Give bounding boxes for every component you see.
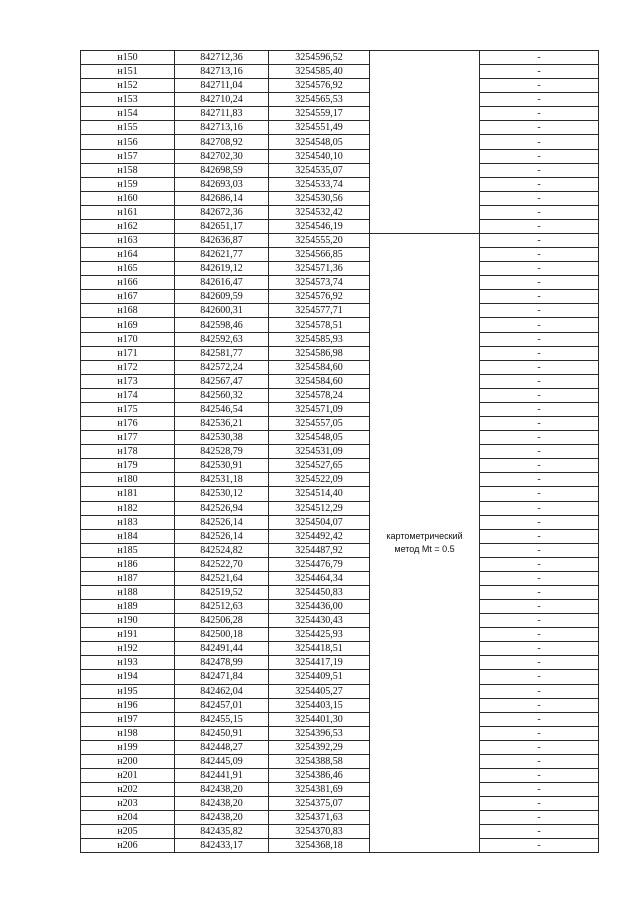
- table-row: [81, 656, 599, 670]
- extra-value-cell: -: [480, 107, 599, 121]
- table-row: [81, 262, 599, 276]
- x-coordinate-cell: 842698,59: [175, 163, 269, 177]
- x-coordinate-cell: 842592,63: [175, 332, 269, 346]
- point-number-cell: н192: [81, 642, 175, 656]
- point-number-cell: н168: [81, 304, 175, 318]
- x-coordinate-cell: 842546,54: [175, 402, 269, 416]
- y-coordinate-cell: 3254504,07: [269, 515, 370, 529]
- y-coordinate-cell: 3254436,00: [269, 600, 370, 614]
- y-coordinate-cell: 3254532,42: [269, 205, 370, 219]
- y-coordinate-cell: 3254425,93: [269, 628, 370, 642]
- extra-value-cell: -: [480, 529, 599, 543]
- y-coordinate-cell: 3254559,17: [269, 107, 370, 121]
- x-coordinate-cell: 842711,83: [175, 107, 269, 121]
- table-row: [81, 684, 599, 698]
- extra-value-cell: -: [480, 163, 599, 177]
- table-row: [81, 191, 599, 205]
- extra-value-cell: -: [480, 839, 599, 853]
- y-coordinate-cell: 3254573,74: [269, 276, 370, 290]
- y-coordinate-cell: 3254492,42: [269, 529, 370, 543]
- extra-value-cell: -: [480, 65, 599, 79]
- y-coordinate-cell: 3254487,92: [269, 543, 370, 557]
- y-coordinate-cell: 3254368,18: [269, 839, 370, 853]
- point-number-cell: н164: [81, 248, 175, 262]
- table-row: [81, 360, 599, 374]
- table-row: [81, 501, 599, 515]
- extra-value-cell: -: [480, 234, 599, 248]
- extra-value-cell: -: [480, 93, 599, 107]
- y-coordinate-cell: 3254405,27: [269, 684, 370, 698]
- table-row: [81, 205, 599, 219]
- extra-value-cell: -: [480, 543, 599, 557]
- coordinates-table-body: [81, 51, 599, 853]
- extra-value-cell: -: [480, 332, 599, 346]
- point-number-cell: н161: [81, 205, 175, 219]
- point-number-cell: н205: [81, 825, 175, 839]
- table-row: [81, 234, 599, 248]
- extra-value-cell: -: [480, 318, 599, 332]
- y-coordinate-cell: 3254585,40: [269, 65, 370, 79]
- x-coordinate-cell: 842462,04: [175, 684, 269, 698]
- x-coordinate-cell: 842441,91: [175, 768, 269, 782]
- y-coordinate-cell: 3254571,36: [269, 262, 370, 276]
- extra-value-cell: -: [480, 614, 599, 628]
- y-coordinate-cell: 3254409,51: [269, 670, 370, 684]
- x-coordinate-cell: 842478,99: [175, 656, 269, 670]
- x-coordinate-cell: 842600,31: [175, 304, 269, 318]
- point-number-cell: н183: [81, 515, 175, 529]
- x-coordinate-cell: 842711,04: [175, 79, 269, 93]
- point-number-cell: н184: [81, 529, 175, 543]
- y-coordinate-cell: 3254417,19: [269, 656, 370, 670]
- x-coordinate-cell: 842560,32: [175, 388, 269, 402]
- y-coordinate-cell: 3254396,53: [269, 726, 370, 740]
- point-number-cell: н163: [81, 234, 175, 248]
- x-coordinate-cell: 842567,47: [175, 374, 269, 388]
- y-coordinate-cell: 3254530,56: [269, 191, 370, 205]
- y-coordinate-cell: 3254527,65: [269, 459, 370, 473]
- table-row: [81, 388, 599, 402]
- point-number-cell: н181: [81, 487, 175, 501]
- point-number-cell: н172: [81, 360, 175, 374]
- y-coordinate-cell: 3254522,09: [269, 473, 370, 487]
- y-coordinate-cell: 3254585,93: [269, 332, 370, 346]
- point-number-cell: н195: [81, 684, 175, 698]
- table-row: [81, 135, 599, 149]
- point-number-cell: н200: [81, 754, 175, 768]
- x-coordinate-cell: 842530,38: [175, 431, 269, 445]
- y-coordinate-cell: 3254551,49: [269, 121, 370, 135]
- y-coordinate-cell: 3254578,24: [269, 388, 370, 402]
- point-number-cell: н151: [81, 65, 175, 79]
- point-number-cell: н166: [81, 276, 175, 290]
- method-label-line-1: картометрический: [386, 531, 463, 542]
- point-number-cell: н157: [81, 149, 175, 163]
- x-coordinate-cell: 842506,28: [175, 614, 269, 628]
- x-coordinate-cell: 842526,94: [175, 501, 269, 515]
- extra-value-cell: -: [480, 79, 599, 93]
- x-coordinate-cell: 842491,44: [175, 642, 269, 656]
- table-row: [81, 571, 599, 585]
- y-coordinate-cell: 3254548,05: [269, 135, 370, 149]
- y-coordinate-cell: 3254464,34: [269, 571, 370, 585]
- point-number-cell: н156: [81, 135, 175, 149]
- x-coordinate-cell: 842435,82: [175, 825, 269, 839]
- point-number-cell: н204: [81, 811, 175, 825]
- x-coordinate-cell: 842693,03: [175, 177, 269, 191]
- table-row: [81, 177, 599, 191]
- point-number-cell: н187: [81, 571, 175, 585]
- x-coordinate-cell: 842471,84: [175, 670, 269, 684]
- table-row: [81, 431, 599, 445]
- x-coordinate-cell: 842450,91: [175, 726, 269, 740]
- point-number-cell: н196: [81, 698, 175, 712]
- y-coordinate-cell: 3254512,29: [269, 501, 370, 515]
- y-coordinate-cell: 3254577,71: [269, 304, 370, 318]
- point-number-cell: н176: [81, 417, 175, 431]
- extra-value-cell: -: [480, 825, 599, 839]
- x-coordinate-cell: 842526,14: [175, 529, 269, 543]
- y-coordinate-cell: 3254576,92: [269, 290, 370, 304]
- point-number-cell: н188: [81, 585, 175, 599]
- x-coordinate-cell: 842438,20: [175, 811, 269, 825]
- table-row: [81, 374, 599, 388]
- table-row: [81, 93, 599, 107]
- point-number-cell: н189: [81, 600, 175, 614]
- y-coordinate-cell: 3254584,60: [269, 374, 370, 388]
- extra-value-cell: -: [480, 501, 599, 515]
- x-coordinate-cell: 842636,87: [175, 234, 269, 248]
- y-coordinate-cell: 3254584,60: [269, 360, 370, 374]
- table-row: [81, 304, 599, 318]
- table-row: [81, 740, 599, 754]
- table-row: [81, 290, 599, 304]
- extra-value-cell: -: [480, 487, 599, 501]
- x-coordinate-cell: 842445,09: [175, 754, 269, 768]
- table-row: [81, 825, 599, 839]
- x-coordinate-cell: 842710,24: [175, 93, 269, 107]
- table-row: [81, 346, 599, 360]
- y-coordinate-cell: 3254566,85: [269, 248, 370, 262]
- extra-value-cell: -: [480, 402, 599, 416]
- x-coordinate-cell: 842530,12: [175, 487, 269, 501]
- y-coordinate-cell: 3254403,15: [269, 698, 370, 712]
- x-coordinate-cell: 842702,30: [175, 149, 269, 163]
- extra-value-cell: -: [480, 811, 599, 825]
- extra-value-cell: -: [480, 135, 599, 149]
- table-row: [81, 726, 599, 740]
- point-number-cell: н177: [81, 431, 175, 445]
- x-coordinate-cell: 842712,36: [175, 51, 269, 65]
- y-coordinate-cell: 3254548,05: [269, 431, 370, 445]
- y-coordinate-cell: 3254540,10: [269, 149, 370, 163]
- extra-value-cell: -: [480, 698, 599, 712]
- point-number-cell: н152: [81, 79, 175, 93]
- extra-value-cell: -: [480, 571, 599, 585]
- extra-value-cell: -: [480, 642, 599, 656]
- point-number-cell: н182: [81, 501, 175, 515]
- y-coordinate-cell: 3254418,51: [269, 642, 370, 656]
- extra-value-cell: -: [480, 191, 599, 205]
- table-row: [81, 839, 599, 853]
- table-row: [81, 698, 599, 712]
- x-coordinate-cell: 842609,59: [175, 290, 269, 304]
- extra-value-cell: -: [480, 417, 599, 431]
- extra-value-cell: -: [480, 445, 599, 459]
- method-label-line-2: метод Mt = 0.5: [394, 544, 455, 555]
- point-number-cell: н206: [81, 839, 175, 853]
- x-coordinate-cell: 842708,92: [175, 135, 269, 149]
- extra-value-cell: -: [480, 768, 599, 782]
- x-coordinate-cell: 842500,18: [175, 628, 269, 642]
- table-row: [81, 811, 599, 825]
- point-number-cell: н190: [81, 614, 175, 628]
- table-row: [81, 529, 599, 543]
- table-row: [81, 712, 599, 726]
- table-row: [81, 402, 599, 416]
- table-row: [81, 332, 599, 346]
- y-coordinate-cell: 3254555,20: [269, 234, 370, 248]
- table-row: [81, 248, 599, 262]
- y-coordinate-cell: 3254586,98: [269, 346, 370, 360]
- extra-value-cell: -: [480, 262, 599, 276]
- x-coordinate-cell: 842598,46: [175, 318, 269, 332]
- table-row: [81, 600, 599, 614]
- table-row: [81, 445, 599, 459]
- x-coordinate-cell: 842651,17: [175, 219, 269, 233]
- point-number-cell: н154: [81, 107, 175, 121]
- point-number-cell: н198: [81, 726, 175, 740]
- extra-value-cell: -: [480, 149, 599, 163]
- y-coordinate-cell: 3254401,30: [269, 712, 370, 726]
- point-number-cell: н202: [81, 783, 175, 797]
- y-coordinate-cell: 3254531,09: [269, 445, 370, 459]
- coordinates-table: [80, 50, 599, 853]
- x-coordinate-cell: 842438,20: [175, 797, 269, 811]
- point-number-cell: н201: [81, 768, 175, 782]
- x-coordinate-cell: 842521,64: [175, 571, 269, 585]
- table-row: [81, 163, 599, 177]
- table-row: [81, 121, 599, 135]
- x-coordinate-cell: 842448,27: [175, 740, 269, 754]
- x-coordinate-cell: 842572,24: [175, 360, 269, 374]
- x-coordinate-cell: 842686,14: [175, 191, 269, 205]
- point-number-cell: н174: [81, 388, 175, 402]
- table-row: [81, 628, 599, 642]
- y-coordinate-cell: 3254576,92: [269, 79, 370, 93]
- extra-value-cell: -: [480, 276, 599, 290]
- table-row: [81, 670, 599, 684]
- table-row: [81, 614, 599, 628]
- y-coordinate-cell: 3254386,46: [269, 768, 370, 782]
- y-coordinate-cell: 3254578,51: [269, 318, 370, 332]
- x-coordinate-cell: 842713,16: [175, 65, 269, 79]
- y-coordinate-cell: 3254430,43: [269, 614, 370, 628]
- x-coordinate-cell: 842621,77: [175, 248, 269, 262]
- x-coordinate-cell: 842512,63: [175, 600, 269, 614]
- extra-value-cell: -: [480, 712, 599, 726]
- point-number-cell: н155: [81, 121, 175, 135]
- table-row: [81, 543, 599, 557]
- y-coordinate-cell: 3254565,53: [269, 93, 370, 107]
- point-number-cell: н169: [81, 318, 175, 332]
- extra-value-cell: -: [480, 205, 599, 219]
- extra-value-cell: -: [480, 797, 599, 811]
- point-number-cell: н159: [81, 177, 175, 191]
- x-coordinate-cell: 842581,77: [175, 346, 269, 360]
- extra-value-cell: -: [480, 346, 599, 360]
- extra-value-cell: -: [480, 177, 599, 191]
- method-cell: [370, 234, 480, 853]
- point-number-cell: н180: [81, 473, 175, 487]
- table-row: [81, 417, 599, 431]
- x-coordinate-cell: 842619,12: [175, 262, 269, 276]
- point-number-cell: н175: [81, 402, 175, 416]
- x-coordinate-cell: 842528,79: [175, 445, 269, 459]
- x-coordinate-cell: 842522,70: [175, 557, 269, 571]
- y-coordinate-cell: 3254571,09: [269, 402, 370, 416]
- extra-value-cell: -: [480, 670, 599, 684]
- table-row: [81, 65, 599, 79]
- y-coordinate-cell: 3254596,52: [269, 51, 370, 65]
- extra-value-cell: -: [480, 740, 599, 754]
- point-number-cell: н167: [81, 290, 175, 304]
- extra-value-cell: -: [480, 656, 599, 670]
- y-coordinate-cell: 3254381,69: [269, 783, 370, 797]
- table-row: [81, 797, 599, 811]
- table-row: [81, 557, 599, 571]
- extra-value-cell: -: [480, 473, 599, 487]
- extra-value-cell: -: [480, 219, 599, 233]
- table-row: [81, 754, 599, 768]
- extra-value-cell: -: [480, 600, 599, 614]
- extra-value-cell: -: [480, 585, 599, 599]
- table-row: [81, 768, 599, 782]
- x-coordinate-cell: 842526,14: [175, 515, 269, 529]
- point-number-cell: н158: [81, 163, 175, 177]
- point-number-cell: н153: [81, 93, 175, 107]
- y-coordinate-cell: 3254557,05: [269, 417, 370, 431]
- table-row: [81, 219, 599, 233]
- extra-value-cell: -: [480, 388, 599, 402]
- point-number-cell: н162: [81, 219, 175, 233]
- y-coordinate-cell: 3254450,83: [269, 585, 370, 599]
- table-row: [81, 473, 599, 487]
- table-row: [81, 79, 599, 93]
- point-number-cell: н193: [81, 656, 175, 670]
- extra-value-cell: -: [480, 783, 599, 797]
- extra-value-cell: -: [480, 459, 599, 473]
- y-coordinate-cell: 3254546,19: [269, 219, 370, 233]
- table-row: [81, 51, 599, 65]
- table-row: [81, 318, 599, 332]
- extra-value-cell: -: [480, 684, 599, 698]
- extra-value-cell: -: [480, 290, 599, 304]
- x-coordinate-cell: 842457,01: [175, 698, 269, 712]
- point-number-cell: н178: [81, 445, 175, 459]
- table-row: [81, 107, 599, 121]
- extra-value-cell: -: [480, 360, 599, 374]
- point-number-cell: н173: [81, 374, 175, 388]
- x-coordinate-cell: 842438,20: [175, 783, 269, 797]
- y-coordinate-cell: 3254375,07: [269, 797, 370, 811]
- y-coordinate-cell: 3254476,79: [269, 557, 370, 571]
- x-coordinate-cell: 842616,47: [175, 276, 269, 290]
- x-coordinate-cell: 842519,52: [175, 585, 269, 599]
- extra-value-cell: -: [480, 557, 599, 571]
- extra-value-cell: -: [480, 374, 599, 388]
- table-row: [81, 585, 599, 599]
- y-coordinate-cell: 3254514,40: [269, 487, 370, 501]
- extra-value-cell: -: [480, 51, 599, 65]
- point-number-cell: н194: [81, 670, 175, 684]
- x-coordinate-cell: 842455,15: [175, 712, 269, 726]
- y-coordinate-cell: 3254370,83: [269, 825, 370, 839]
- table-row: [81, 149, 599, 163]
- y-coordinate-cell: 3254371,63: [269, 811, 370, 825]
- table-row: [81, 642, 599, 656]
- point-number-cell: н150: [81, 51, 175, 65]
- y-coordinate-cell: 3254392,29: [269, 740, 370, 754]
- extra-value-cell: -: [480, 121, 599, 135]
- point-number-cell: н179: [81, 459, 175, 473]
- extra-value-cell: -: [480, 628, 599, 642]
- table-row: [81, 276, 599, 290]
- x-coordinate-cell: 842524,82: [175, 543, 269, 557]
- point-number-cell: н165: [81, 262, 175, 276]
- method-cell-upper: [370, 51, 480, 234]
- point-number-cell: н170: [81, 332, 175, 346]
- point-number-cell: н160: [81, 191, 175, 205]
- x-coordinate-cell: 842433,17: [175, 839, 269, 853]
- table-row: [81, 783, 599, 797]
- x-coordinate-cell: 842672,36: [175, 205, 269, 219]
- x-coordinate-cell: 842536,21: [175, 417, 269, 431]
- point-number-cell: н186: [81, 557, 175, 571]
- point-number-cell: н171: [81, 346, 175, 360]
- x-coordinate-cell: 842531,18: [175, 473, 269, 487]
- table-row: [81, 459, 599, 473]
- point-number-cell: н185: [81, 543, 175, 557]
- extra-value-cell: -: [480, 754, 599, 768]
- extra-value-cell: -: [480, 515, 599, 529]
- point-number-cell: н203: [81, 797, 175, 811]
- table-row: [81, 487, 599, 501]
- x-coordinate-cell: 842530,91: [175, 459, 269, 473]
- x-coordinate-cell: 842713,16: [175, 121, 269, 135]
- y-coordinate-cell: 3254535,07: [269, 163, 370, 177]
- point-number-cell: н197: [81, 712, 175, 726]
- extra-value-cell: -: [480, 431, 599, 445]
- extra-value-cell: -: [480, 304, 599, 318]
- y-coordinate-cell: 3254388,58: [269, 754, 370, 768]
- table-row: [81, 515, 599, 529]
- extra-value-cell: -: [480, 726, 599, 740]
- point-number-cell: н191: [81, 628, 175, 642]
- y-coordinate-cell: 3254533,74: [269, 177, 370, 191]
- extra-value-cell: -: [480, 248, 599, 262]
- point-number-cell: н199: [81, 740, 175, 754]
